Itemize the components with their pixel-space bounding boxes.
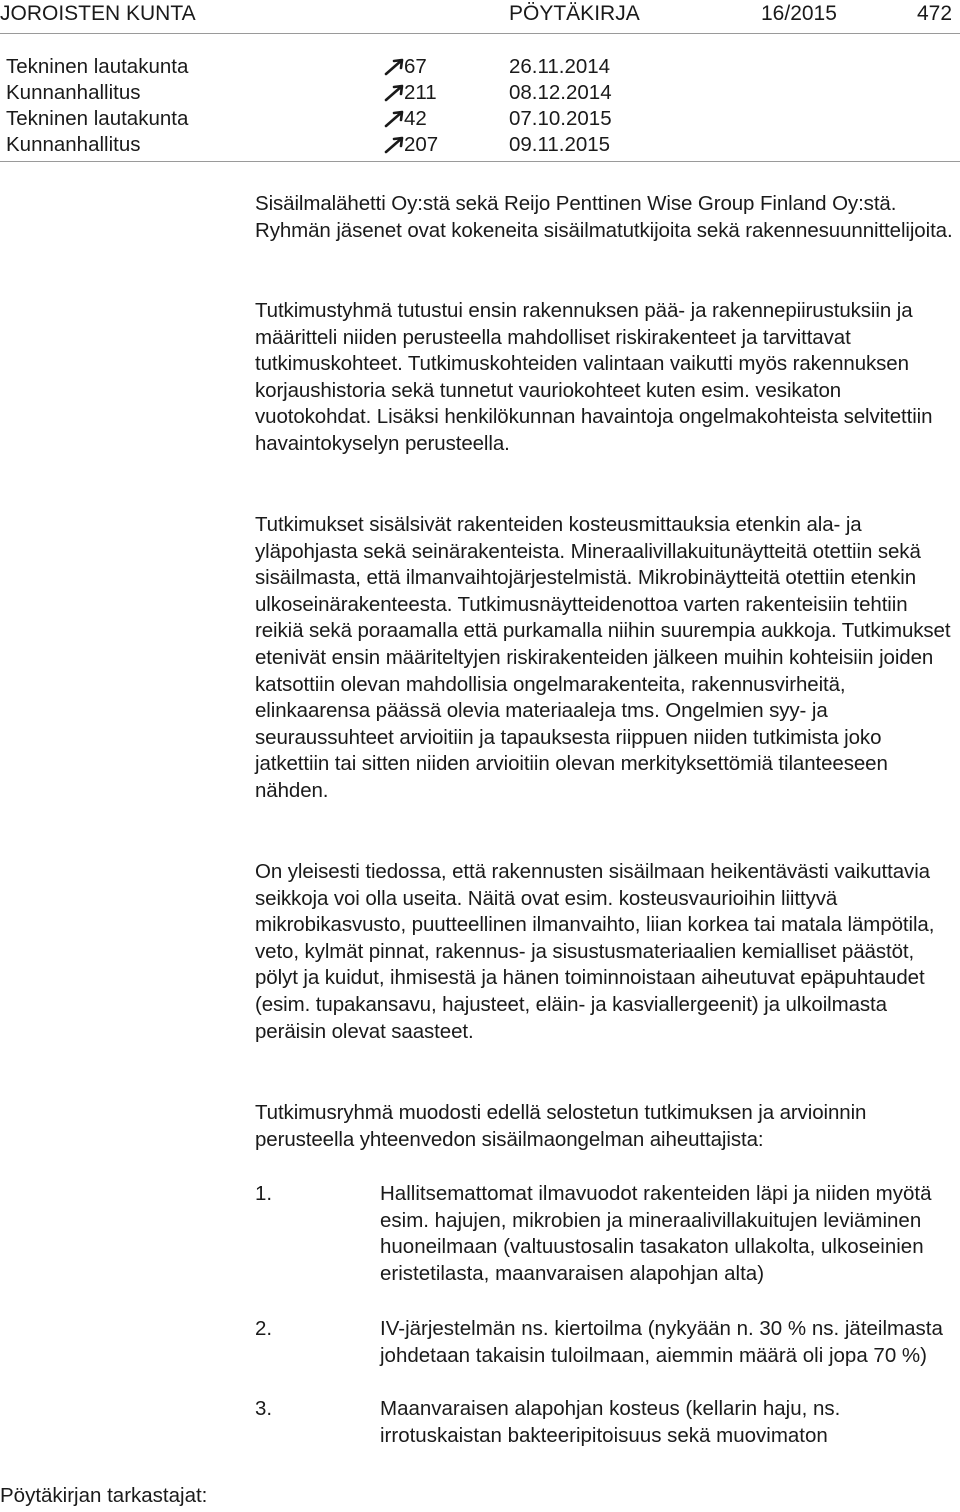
ref-body: Kunnanhallitus <box>6 133 141 156</box>
ref-date: 09.11.2015 <box>509 133 611 156</box>
doc-number: 16/2015 <box>761 2 837 25</box>
doc-type: PÖYTÄKIRJA <box>509 2 640 25</box>
arrow-icon <box>384 110 404 128</box>
reference-row <box>0 81 700 107</box>
ref-body: Tekninen lautakunta <box>6 107 189 130</box>
ref-number: 207 <box>404 133 439 156</box>
reference-row <box>0 133 700 159</box>
list-text: Hallitsemattomat ilmavuodot rakenteiden läpi ja niiden myötä esim. hajujen, mikrobien ja mineraalivillakuitujen leviäminen huoneilmaan (valtuustosalin tasakaton ullakolta, ulkoseinien eristetilasta, maanvaraisen alapohjan alta) <box>380 1182 932 1285</box>
ref-date: 08.12.2014 <box>509 81 612 104</box>
ref-date: 07.10.2015 <box>509 107 612 130</box>
paragraph-text: Tutkimusryhmä muodosti edellä selostetun tutkimuksen ja arvioinnin perusteella yhteenvedon sisäilmaongelman aiheuttajista: <box>255 1101 867 1151</box>
list-number: 1. <box>255 1182 273 1205</box>
paragraph-text: Tutkimukset sisälsivät rakenteiden kosteusmittauksia etenkin ala- ja yläpohjasta sekä seinärakenteista. Mineraalivillakuitunäytteitä otettiin sekä sisäilmasta, että ilmanvaihtojärjestelmistä. Mikrobinäytteitä otettiin etenkin ulkoseinärakenteesta. Tutkimusnäytteidenottoa varten rakenteisiin tehtiin reikiä sekä poraamalla että purkamalla niihin suurempia aukkoja. Tutkimukset etenivät ensin määriteltyjen riskirakenteiden jälkeen muihin kohteisiin joiden katsottiin olevan mahdollisia ongelmarakenteita, rakennusvirheitä, elinkaarensa päässä olevia materiaaleja tms. Ongelmien syy- ja seuraussuhteet arvioitiin ja tapauksesta riippuen niiden tutkimista joko jatkettiin tai sitten niiden arvioitiin olevan merkityksettömiä tilanteeseen nähden. <box>255 513 951 802</box>
header-divider <box>0 33 960 34</box>
arrow-icon <box>384 58 404 76</box>
paragraph-text: Tutkimustyhmä tutustui ensin rakennuksen pää- ja rakennepiirustuksiin ja määritteli niiden perusteella mahdolliset riskirakenteet ja tarvittavat tutkimuskohteet. Tutkimuskohteiden valintaan vaikutti myös rakennuksen korjaushistoria sekä tunnetut vauriokohteet kuten esim. vesikaton vuotokohdat. Lisäksi henkilökunnan havaintoja ongelmakohteista selvitettiin havaintokyselyn perusteella. <box>255 299 933 455</box>
page-header <box>0 0 960 30</box>
list-text: Maanvaraisen alapohjan kosteus (kellarin haju, ns. irrotuskaistan bakteeripitoisuus sekä muovimaton <box>380 1397 841 1447</box>
paragraph-text: Sisäilmalähetti Oy:stä sekä Reijo Penttinen Wise Group Finland Oy:stä. Ryhmän jäsenet ovat kokeneita sisäilmatutkijoita sekä rakennesuunnittelijoita. <box>255 192 953 242</box>
body-paragraph <box>255 298 960 458</box>
reference-row <box>0 55 700 81</box>
body-paragraph <box>255 859 960 1045</box>
arrow-icon <box>384 136 404 154</box>
reference-row <box>0 107 700 133</box>
body-paragraph <box>255 512 960 805</box>
ref-number: 67 <box>404 55 427 78</box>
body-paragraph <box>255 191 960 244</box>
org-name: JOROISTEN KUNTA <box>0 2 196 25</box>
reference-divider <box>0 161 960 162</box>
body-paragraph <box>255 1100 960 1153</box>
list-number: 2. <box>255 1317 273 1340</box>
ref-date: 26.11.2014 <box>509 55 611 78</box>
ref-number: 211 <box>404 81 437 104</box>
page-number: 472 <box>917 2 953 25</box>
paragraph-text: On yleisesti tiedossa, että rakennusten sisäilmaan heikentävästi vaikuttavia seikkoja voi olla useita. Näitä ovat esim. kosteusvaurioihin liittyvä mikrobikasvusto, puutteellinen ilmanvaihto, liian korkea tai matala lämpötila, veto, kylmät pinnat, rakennus- ja sisustusmateriaalien kemialliset päästöt, pölyt ja kuidut, ihmisestä ja hänen toiminnoistaan aiheutuvat epäpuhtaudet (esim. tupakansavu, hajusteet, eläin- ja kasviallergeenit) ja ulkoilmasta peräisin olevat saasteet. <box>255 860 935 1043</box>
ref-body: Tekninen lautakunta <box>6 55 189 78</box>
ref-number: 42 <box>404 107 427 130</box>
ref-body: Kunnanhallitus <box>6 81 141 104</box>
arrow-icon <box>384 84 404 102</box>
list-text: IV-järjestelmän ns. kiertoilma (nykyään n. 30 % ns. jäteilmasta johdetaan takaisin tuloilmaan, aiemmin määrä oli jopa 70 %) <box>380 1317 943 1367</box>
footer-label: Pöytäkirjan tarkastajat: <box>0 1484 208 1507</box>
list-number: 3. <box>255 1397 273 1420</box>
